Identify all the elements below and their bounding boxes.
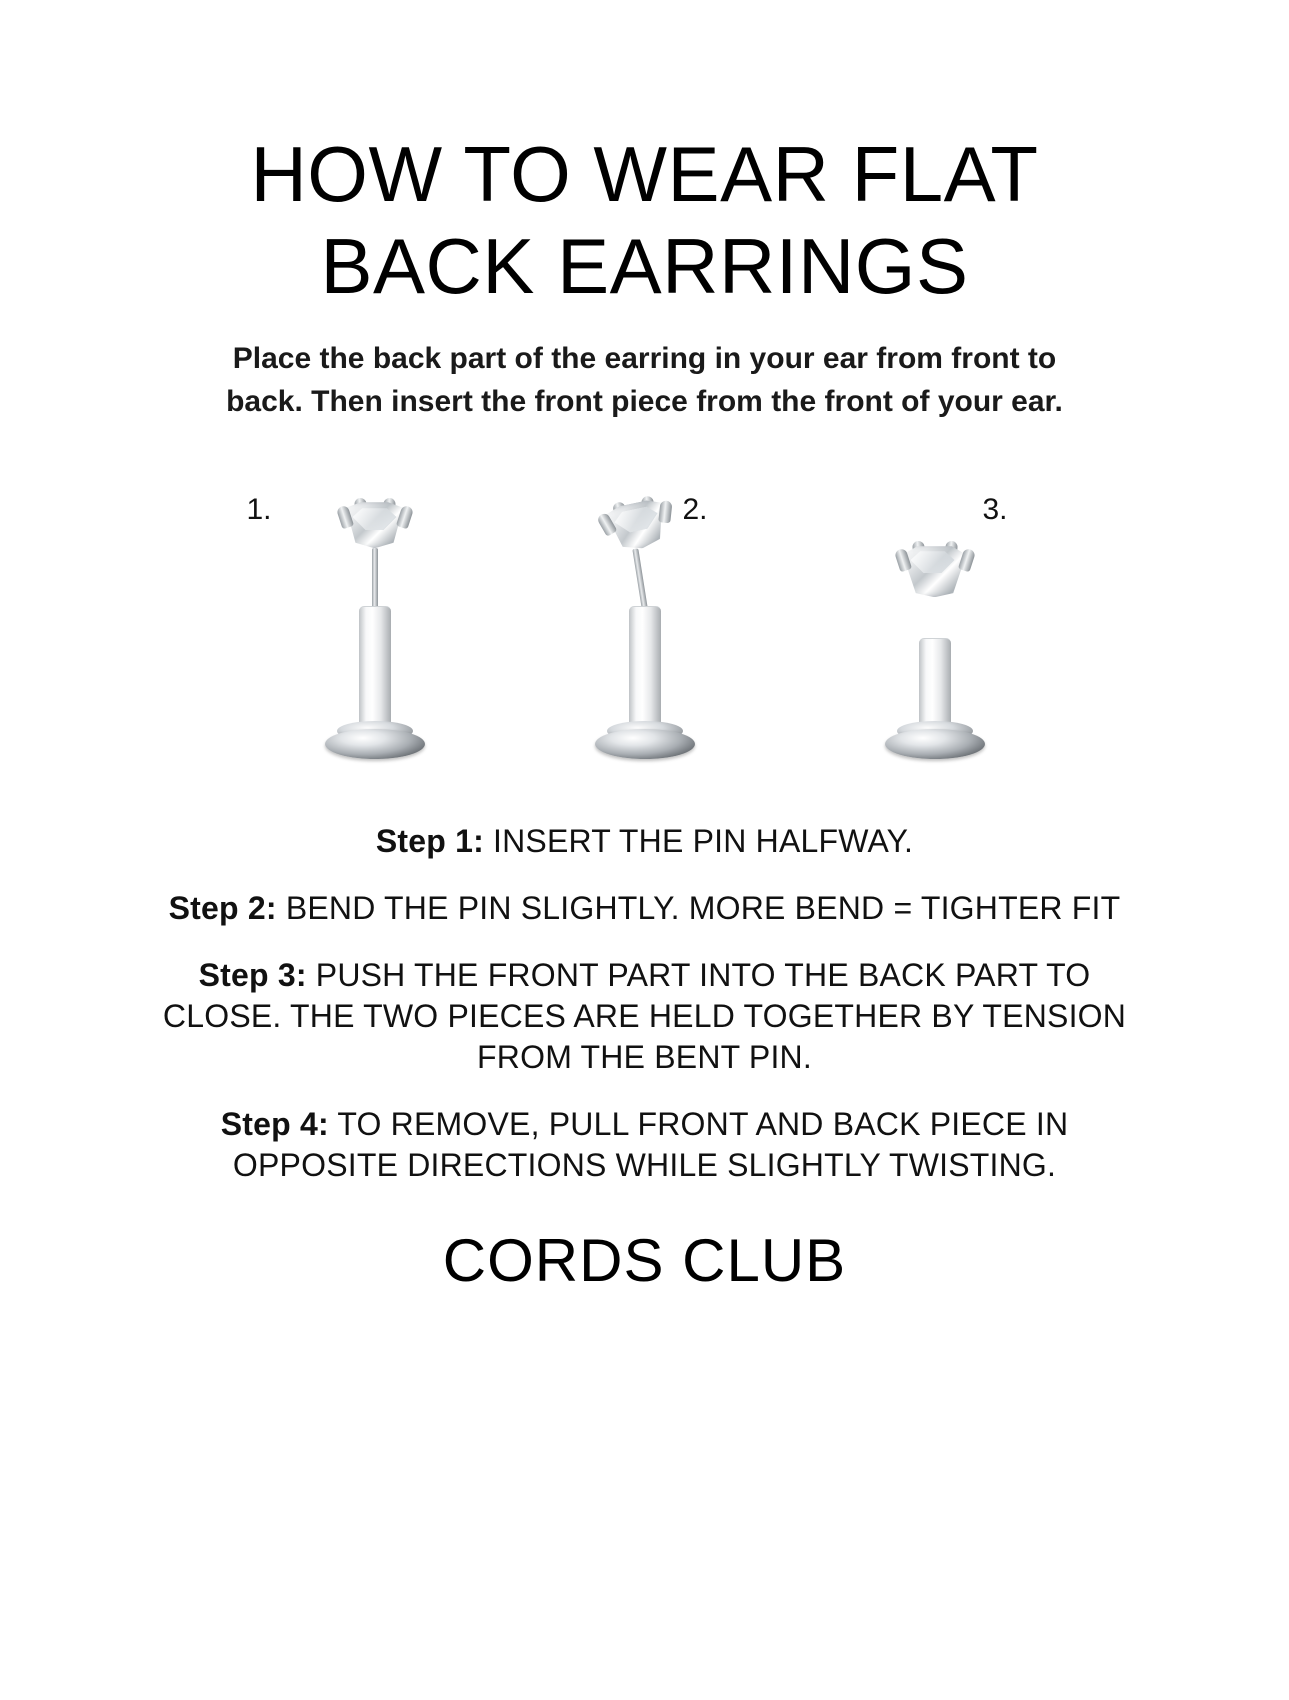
flat-back-disc-icon [325,729,425,759]
figure-2 [535,475,755,775]
step-4-label: Step 4: [220,1106,329,1143]
earring-diagram [246,475,1025,775]
figure-3-number: 3. [982,493,1008,527]
step-3-label: Step 3: [198,957,307,994]
brand-name: CORDS CLUB [442,1226,847,1294]
flat-back-disc-icon [595,729,695,759]
earring-illustration-3 [875,475,995,765]
intro-paragraph: Place the back part of the earring in your ear from front to back. Then insert the front piece from the front of your ear. [226,342,1063,418]
figure-2-number: 2. [682,493,708,527]
step-2 [140,888,1150,929]
earring-illustration-2 [585,475,705,765]
step-4-text: TO REMOVE, PULL FRONT AND BACK PIECE IN OPPOSITE DIRECTIONS WHILE SLIGHTLY TWISTING. [232,1106,1069,1183]
flat-back-disc-icon [885,729,985,759]
pin-icon [372,548,378,610]
page-title-line-1: HOW TO WEAR FLAT [250,130,1039,218]
figure-1-number: 1. [246,493,272,527]
prong-icon [658,500,672,523]
post-tube-icon [359,606,391,735]
step-3 [140,955,1150,1078]
step-3-text: PUSH THE FRONT PART INTO THE BACK PART TO CLOSE. THE TWO PIECES ARE HELD TOGETHER BY TENSION FROM THE BENT PIN. [162,957,1127,1076]
post-tube-icon [629,606,661,735]
step-2-label: Step 2: [168,890,277,927]
step-4 [140,1104,1150,1186]
step-1-text: INSERT THE PIN HALFWAY. [493,823,914,860]
step-1-label: Step 1: [375,823,484,860]
steps-list [140,821,1150,1186]
page-title-line-2: BACK EARRINGS [320,222,969,311]
prong-head-icon [899,545,971,607]
step-1 [140,821,1150,862]
page-title [0,0,1289,312]
figure-1 [246,475,485,775]
figure-3 [825,475,1045,775]
step-2-text: BEND THE PIN SLIGHTLY. MORE BEND = TIGHTER FIT [285,890,1121,927]
earring-illustration-1 [315,475,435,765]
